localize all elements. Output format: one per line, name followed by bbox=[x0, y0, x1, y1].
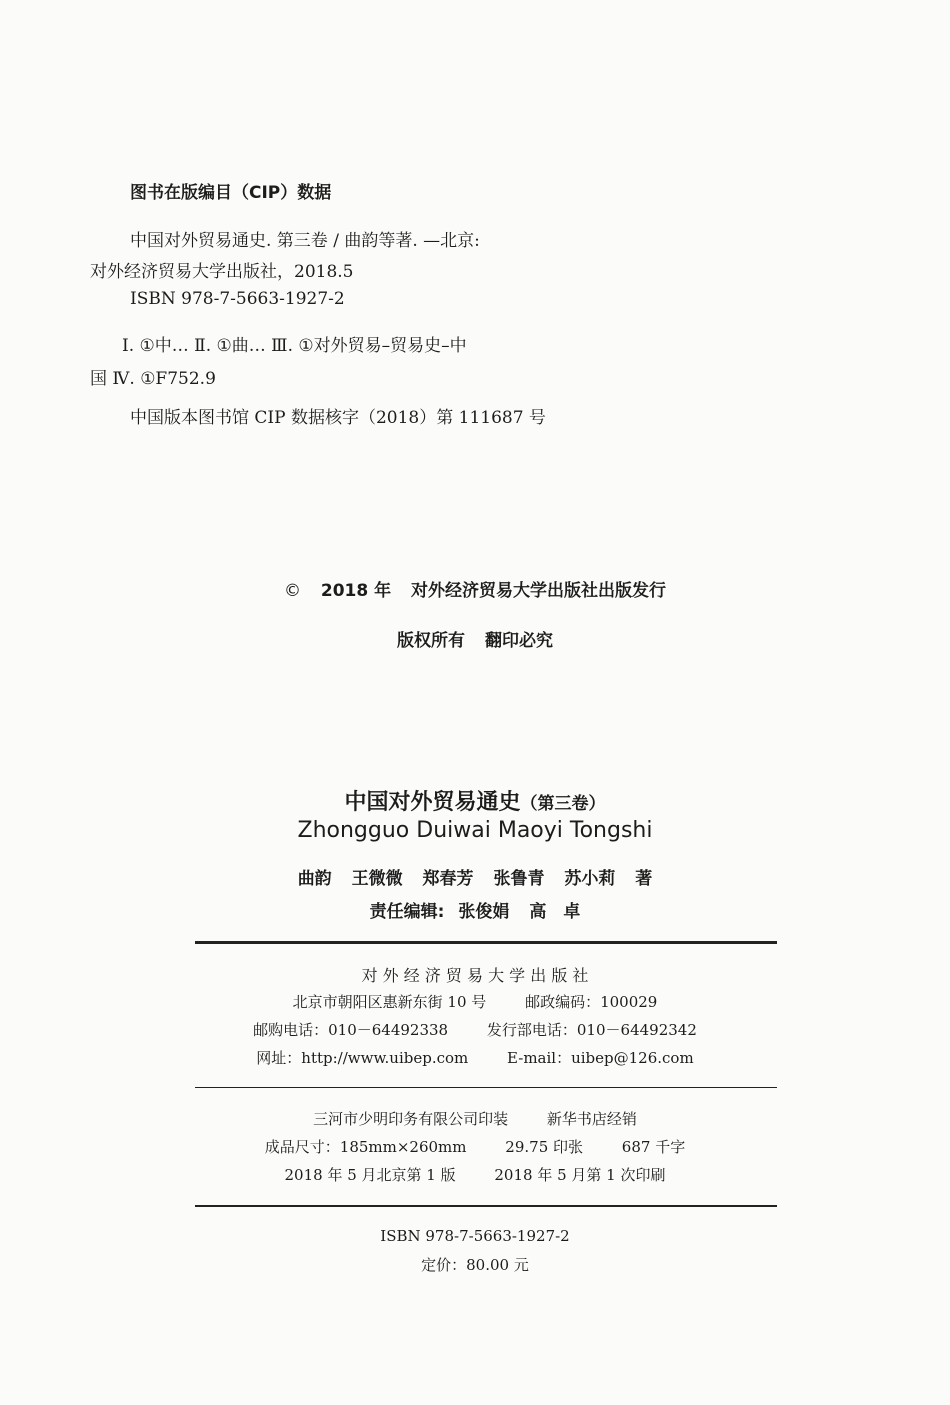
distributor: 新华书店经销 bbox=[546, 1110, 637, 1128]
book-title-pinyin: Zhongguo Duiwai Maoyi Tongshi bbox=[297, 818, 653, 843]
publisher-postcode: 邮政编码：100029 bbox=[525, 993, 658, 1011]
authors-line bbox=[0, 864, 950, 889]
cip-line-isbn: ISBN 978-7-5663-1927-2 bbox=[130, 289, 345, 309]
divider-bottom bbox=[195, 1205, 777, 1207]
divider-top bbox=[195, 941, 777, 944]
printer: 三河市少明印务有限公司印装 bbox=[313, 1110, 509, 1128]
publisher-email: E-mail：uibep@126.com bbox=[507, 1049, 694, 1067]
publisher-web-line bbox=[0, 1047, 950, 1068]
book-volume: （第三卷） bbox=[520, 794, 606, 814]
cip-heading: 图书在版编目（CIP）数据 bbox=[130, 183, 332, 203]
editors-line bbox=[0, 897, 950, 922]
editor-1: 张俊娟 bbox=[458, 902, 510, 922]
editor-2: 高 卓 bbox=[529, 902, 581, 922]
publisher-address: 北京市朝阳区惠新东街 10 号 bbox=[292, 993, 487, 1011]
cip-line-2: 对外经济贸易大学出版社，2018.5 bbox=[90, 262, 354, 282]
edition-line bbox=[0, 1164, 950, 1185]
rights-line bbox=[0, 626, 950, 651]
author-3: 郑春芳 bbox=[422, 869, 474, 889]
word-count: 687 千字 bbox=[621, 1138, 686, 1156]
divider-middle bbox=[195, 1087, 777, 1088]
author-2: 王微微 bbox=[351, 869, 403, 889]
copyright-publisher: 对外经济贸易大学出版社出版发行 bbox=[411, 581, 667, 601]
publisher-phone-line bbox=[0, 1019, 950, 1040]
cip-line-classification: Ⅰ. ①中… Ⅱ. ①曲… Ⅲ. ①对外贸易–贸易史–中 bbox=[122, 336, 467, 356]
mail-order-phone: 邮购电话：010－64492338 bbox=[253, 1021, 449, 1039]
author-4: 张鲁青 bbox=[493, 869, 545, 889]
distribution-phone: 发行部电话：010－64492342 bbox=[486, 1021, 697, 1039]
trim-size: 成品尺寸：185mm×260mm bbox=[264, 1138, 467, 1156]
rights-reserved: 版权所有 bbox=[397, 631, 466, 651]
print-sheets: 29.75 印张 bbox=[505, 1138, 584, 1156]
author-1: 曲韵 bbox=[297, 869, 332, 889]
book-title bbox=[0, 785, 950, 816]
footer-isbn: ISBN 978-7-5663-1927-2 bbox=[380, 1227, 570, 1245]
editor-label: 责任编辑: bbox=[369, 902, 445, 922]
edition: 2018 年 5 月北京第 1 版 bbox=[284, 1166, 456, 1184]
footer-price: 定价：80.00 元 bbox=[421, 1256, 529, 1274]
author-5: 苏小莉 bbox=[564, 869, 616, 889]
copyright-symbol: © bbox=[283, 581, 301, 601]
cip-line-classification-cont: 国 Ⅳ. ①F752.9 bbox=[90, 369, 216, 389]
cip-line-1: 中国对外贸易通史. 第三卷 / 曲韵等著. —北京: bbox=[130, 231, 480, 251]
spec-line bbox=[0, 1136, 950, 1157]
printing-line bbox=[0, 1108, 950, 1129]
copyright-line bbox=[0, 576, 950, 601]
publisher-name: 对 外 经 济 贸 易 大 学 出 版 社 bbox=[361, 966, 589, 985]
publisher-address-line bbox=[0, 991, 950, 1012]
book-title-cn: 中国对外贸易通史 bbox=[344, 790, 521, 815]
impression: 2018 年 5 月第 1 次印刷 bbox=[494, 1166, 666, 1184]
cip-line-record: 中国版本图书馆 CIP 数据核字（2018）第 111687 号 bbox=[130, 408, 546, 428]
publisher-website: 网址：http://www.uibep.com bbox=[256, 1049, 469, 1067]
piracy-warning: 翻印必究 bbox=[484, 631, 553, 651]
author-suffix: 著 bbox=[635, 869, 653, 889]
copyright-year: 2018 年 bbox=[320, 581, 392, 601]
